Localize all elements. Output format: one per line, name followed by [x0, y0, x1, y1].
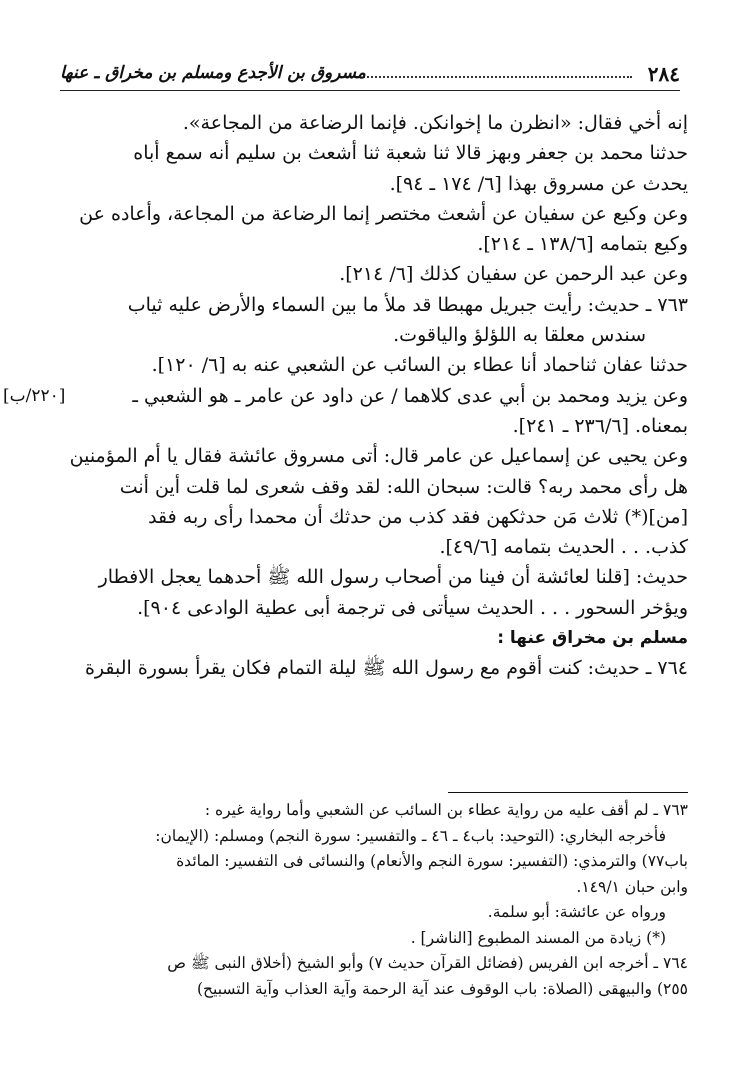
- page-number: ٢٨٤: [647, 62, 680, 86]
- text-line: حدثنا عفان ثناحماد أنا عطاء بن السائب عن الشعبي عنه به [٦/ ١٢٠].: [151, 354, 688, 377]
- section-heading: مسلم بن مخراق عنها :: [497, 628, 688, 649]
- footnote-line: ٢٥٥) والبيهقى (الصلاة: باب الوقوف عند آية الرحمة وآية العذاب وآية التسبيح): [197, 979, 688, 998]
- footnote-line: (*) زيادة من المسند المطبوع [الناشر] .: [410, 928, 666, 947]
- text-line: وعن يحيى عن إسماعيل عن عامر قال: أتى مسروق عائشة فقال يا أم المؤمنين: [69, 445, 688, 468]
- hadith-763-line: ٧٦٣ ـ حديث: رأيت جبريل مهبطا قد ملأ ما بين السماء والأرض عليه ثياب: [127, 293, 688, 316]
- header-dotted-leader: [340, 76, 632, 78]
- footnote-line: ٧٦٤ ـ أخرجه ابن الفريس (فضائل القرآن حديث ٧) وأبو الشيخ (أخلاق النبى ﷺ ص: [167, 954, 688, 972]
- text-line: هل رأى محمد ربه؟ قالت: سبحان الله: لقد وقف شعرى لما قلت أين أنت: [119, 475, 688, 498]
- page-header: [60, 60, 680, 91]
- text-line: وعن عبد الرحمن عن سفيان كذلك [٦/ ٢١٤].: [339, 263, 688, 286]
- text-line: ويؤخر السحور . . . الحديث سيأتى فى ترجمة أبى عطية الوادعى ٩٠٤].: [137, 596, 688, 619]
- text-line: بمعناه. [٢٣٦/٦ ـ ٢٤١].: [512, 414, 688, 437]
- footnote-separator: [448, 792, 688, 793]
- footnotes: [58, 798, 688, 1002]
- text-line: إنه أخي فقال: «انظرن ما إخوانكن. فإنما الرضاعة من المجاعة».: [182, 112, 688, 134]
- text-line: حديث: [قلنا لعائشة أن فينا من أصحاب رسول الله ﷺ أحدهما يعجل الافطار: [98, 566, 688, 589]
- main-text: [3, 108, 688, 684]
- text-line: [3, 381, 688, 411]
- text-line-content: وعن يزيد ومحمد بن أبي عدى كلاهما / عن داود عن عامر ـ هو الشعبي ـ: [132, 384, 688, 407]
- footnote-line: باب٧٧) والترمذي: (التفسير: سورة النجم والأنعام) والنسائى فى التفسير: المائدة: [176, 852, 688, 870]
- text-line: يحدث عن مسروق بهذا [٦/ ١٧٤ ـ ٩٤].: [389, 172, 688, 195]
- text-line: سندس معلقا به اللؤلؤ والياقوت.: [393, 324, 646, 347]
- footnote-line: ورواه عن عائشة: أبو سلمة.: [487, 903, 666, 921]
- hadith-764-line: ٧٦٤ ـ حديث: كنت أقوم مع رسول الله ﷺ ليلة التمام فكان يقرأ بسورة البقرة: [84, 657, 688, 680]
- text-line: حدثنا محمد بن جعفر وبهز قالا ثنا شعبة ثنا أشعث بن سليم أنه سمع أباه: [133, 142, 688, 165]
- running-title: مسروق بن الأجدع ومسلم بن مخراق ـ عنها: [60, 63, 366, 83]
- footnote-line: فأخرجه البخاري: (التوحيد: باب٤ ـ ٤٦ ـ والتفسير: سورة النجم) ومسلم: (الإيمان:: [155, 826, 666, 845]
- text-line: وكيع بتمامه [١٣٨/٦ ـ ٢١٤].: [477, 233, 688, 256]
- footnote-line: وابن حبان ١٤٩/١.: [576, 877, 688, 896]
- folio-margin-note: [٢٢٠/ب]: [3, 385, 66, 406]
- text-line: [من](*) ثلاث مَن حدثكهن فقد كذب من حدثك أن محمدا رأى ربه فقد: [148, 505, 688, 528]
- text-line: كذب. . . الحديث بتمامه [٤٩/٦].: [439, 536, 688, 559]
- footnote-line: ٧٦٣ ـ لم أقف عليه من رواية عطاء بن السائب عن الشعبي وأما رواية غيره :: [204, 801, 688, 819]
- text-line: وعن وكيع عن سفيان عن أشعث مختصر إنما الرضاعة من المجاعة، وأعاده عن: [79, 202, 688, 225]
